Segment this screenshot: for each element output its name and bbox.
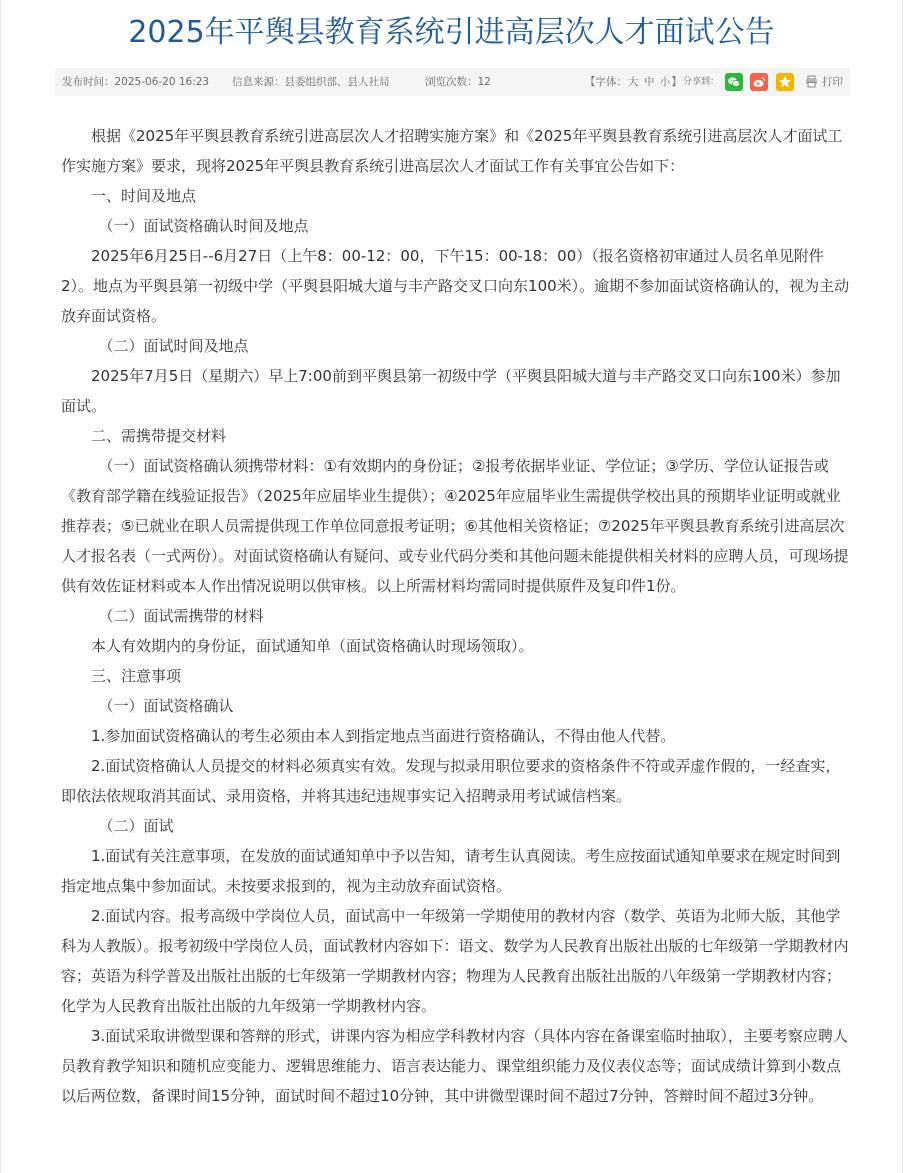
print-button[interactable] (805, 68, 843, 96)
share-label: 分享到： (683, 77, 720, 87)
view-count: 浏览次数：12 (425, 76, 491, 88)
paragraph-interview-materials: 本人有效期内的身份证，面试通知单（面试资格确认时现场领取）。 (91, 637, 534, 655)
subheading-notes-confirm: （一）面试资格确认 (98, 697, 234, 715)
paragraph-interview-1: 1.面试有关注意事项，在发放的面试通知单中予以告知，请考生认真阅读。考生应按面试通知单要求在规定时间到指定地点集中参加面试。未按要求报到的，视为主动放弃面试资格。 (61, 847, 841, 895)
article-info-bar (55, 68, 850, 96)
share-favorite-button[interactable] (776, 73, 794, 91)
heading-materials: 二、需携带提交材料 (91, 427, 227, 445)
font-medium-button[interactable]: 中 (643, 76, 655, 88)
heading-notes: 三、注意事项 (91, 667, 182, 685)
font-size-selector (585, 68, 682, 96)
subheading-qualification-confirm: （一）面试资格确认时间及地点 (98, 217, 309, 235)
paragraph-interview-3: 3.面试采取讲微型课和答辩的形式，讲课内容为相应学科教材内容（具体内容在备课室临时抽取），主要考察应聘人员教育教学知识和随机应变能力、逻辑思维能力、语言表达能力、课堂组织能力及仪表仪态等；面试成绩计算到小数点以后两位数，备课时间15分钟，面试时间不超过10分钟，其中讲微型课时间不超过7分钟，答辩时间不超过3分钟。 (61, 1027, 848, 1105)
heading-time-location: 一、时间及地点 (91, 187, 197, 205)
weibo-icon (750, 73, 768, 91)
printer-icon (805, 75, 818, 88)
paragraph-confirm-materials: （一）面试资格确认须携带材料：①有效期内的身份证；②报考依据毕业证、学位证；③学历、学位认证报告或《教育部学籍在线验证报告》（2025年应届毕业生提供）；④2025年应届毕业生需提供学校出具的预期毕业证明或就业推荐表；⑤已就业在职人员需提供现工作单位同意报考证明；⑥其他相关资格证；⑦2025年平舆县教育系统引进高层次人才报名表（一式两份）。对面试资格确认有疑问、或专业代码分类和其他问题未能提供相关材料的应聘人员，可现场提供有效佐证材料或本人作出情况说明以供审核。以上所需材料均需同时提供原件及复印件1份。 (61, 457, 849, 595)
star-icon (776, 73, 794, 91)
subheading-interview-time: （二）面试时间及地点 (98, 337, 249, 355)
paragraph-confirm-time: 2025年6月25日--6月27日（上午8：00-12：00，下午15：00-18：00）（报名资格初审通过人员名单见附件2）。地点为平舆县第一初级中学（平舆县阳城大道与丰产路交叉口向东100米）。逾期不参加面试资格确认的，视为主动放弃面试资格。 (61, 247, 850, 325)
font-label-open: 【字体： (585, 76, 627, 88)
font-large-button[interactable]: 大 (628, 76, 639, 88)
paragraph-note-2: 2.面试资格确认人员提交的材料必须真实有效。发现与拟录用职位要求的资格条件不符或弄虚作假的，一经查实，即依法依规取消其面试、录用资格，并将其违纪违规事实记入招聘录用考试诚信档案。 (61, 757, 841, 805)
paragraph-interview-2: 2.面试内容。报考高级中学岗位人员，面试高中一年级第一学期使用的教材内容（数学、英语为北师大版，其他学科为人教版）。报考初级中学岗位人员，面试教材内容如下：语文、数学为人民教育出版社出版的七年级第一学期教材内容；英语为科学普及出版社出版的七年级第一学期教材内容；物理为人民教育出版社出版的八年级第一学期教材内容；化学为人民教育出版社出版的九年级第一学期教材内容。 (61, 907, 849, 1015)
font-small-button[interactable]: 小 (659, 76, 671, 88)
font-label-close: 】 (671, 76, 682, 88)
subheading-interview-materials: （二）面试需携带的材料 (98, 607, 264, 625)
info-source: 信息来源：县委组织部、县人社局 (232, 76, 390, 88)
article-title: 2025年平舆县教育系统引进高层次人才面试公告 (128, 15, 775, 50)
publish-time: 发布时间：2025-06-20 16:23 (62, 76, 210, 88)
paragraph-intro: 根据《2025年平舆县教育系统引进高层次人才招聘实施方案》和《2025年平舆县教育系统引进高层次人才面试工作实施方案》要求，现将2025年平舆县教育系统引进高层次人才面试工作有关事宜公告如下： (61, 127, 843, 175)
wechat-icon (725, 73, 743, 91)
print-label: 打印 (822, 76, 843, 88)
share-weibo-button[interactable] (750, 73, 768, 91)
subheading-notes-interview: （二）面试 (98, 817, 174, 835)
share-wechat-button[interactable] (725, 73, 743, 91)
paragraph-note-1: 1.参加面试资格确认的考生必须由本人到指定地点当面进行资格确认，不得由他人代替。 (91, 727, 676, 745)
article-body (61, 121, 851, 1111)
paragraph-interview-time: 2025年7月5日（星期六）早上7:00前到平舆县第一初级中学（平舆县阳城大道与丰产路交叉口向东100米）参加面试。 (61, 367, 841, 415)
